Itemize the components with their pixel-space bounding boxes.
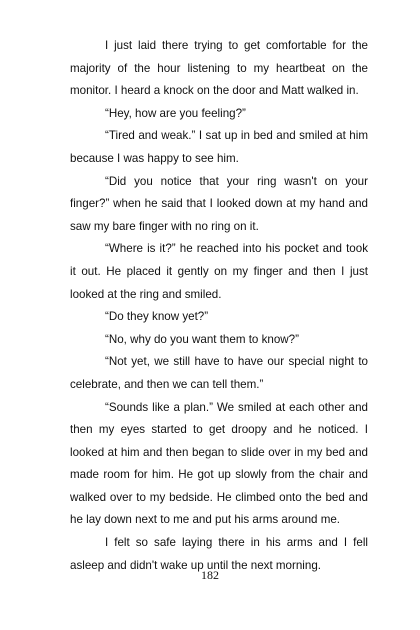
paragraph: “No, why do you want them to know?” [105,332,299,346]
paragraph: “Where is it?” he reached into his pocket and took it out. He placed it gently on my finger and then I just looked at the ring and smiled. [70,242,368,301]
paragraph: I just laid there trying to get comfortable for the majority of the hour listening to my heartbeat on the monitor. I heard a knock on the door and Matt walked in. [70,39,368,98]
paragraph: I felt so safe laying there in his arms and I fell asleep and didn't wake up until the next morning. [70,536,368,572]
paragraph: “Sounds like a plan.” We smiled at each other and then my eyes started to get droopy and he noticed. I looked at him and then began to slide over in my bed and made room for him. He got up slowly from the chair and walked over to my bedside. He climbed onto the bed and he lay down next to me and put his arms around me. [70,400,368,527]
paragraph: “Did you notice that your ring wasn't on your finger?” when he said that I looked down at my hand and saw my bare finger with no ring on it. [70,174,368,233]
page-body-text [70,35,368,577]
page-number: 182 [201,568,219,582]
paragraph: “Not yet, we still have to have our special night to celebrate, and then we can tell them.” [70,355,368,391]
paragraph: “Tired and weak.” I sat up in bed and smiled at him because I was happy to see him. [70,129,368,165]
paragraph: “Do they know yet?” [105,310,209,324]
paragraph: “Hey, how are you feeling?” [105,106,246,120]
